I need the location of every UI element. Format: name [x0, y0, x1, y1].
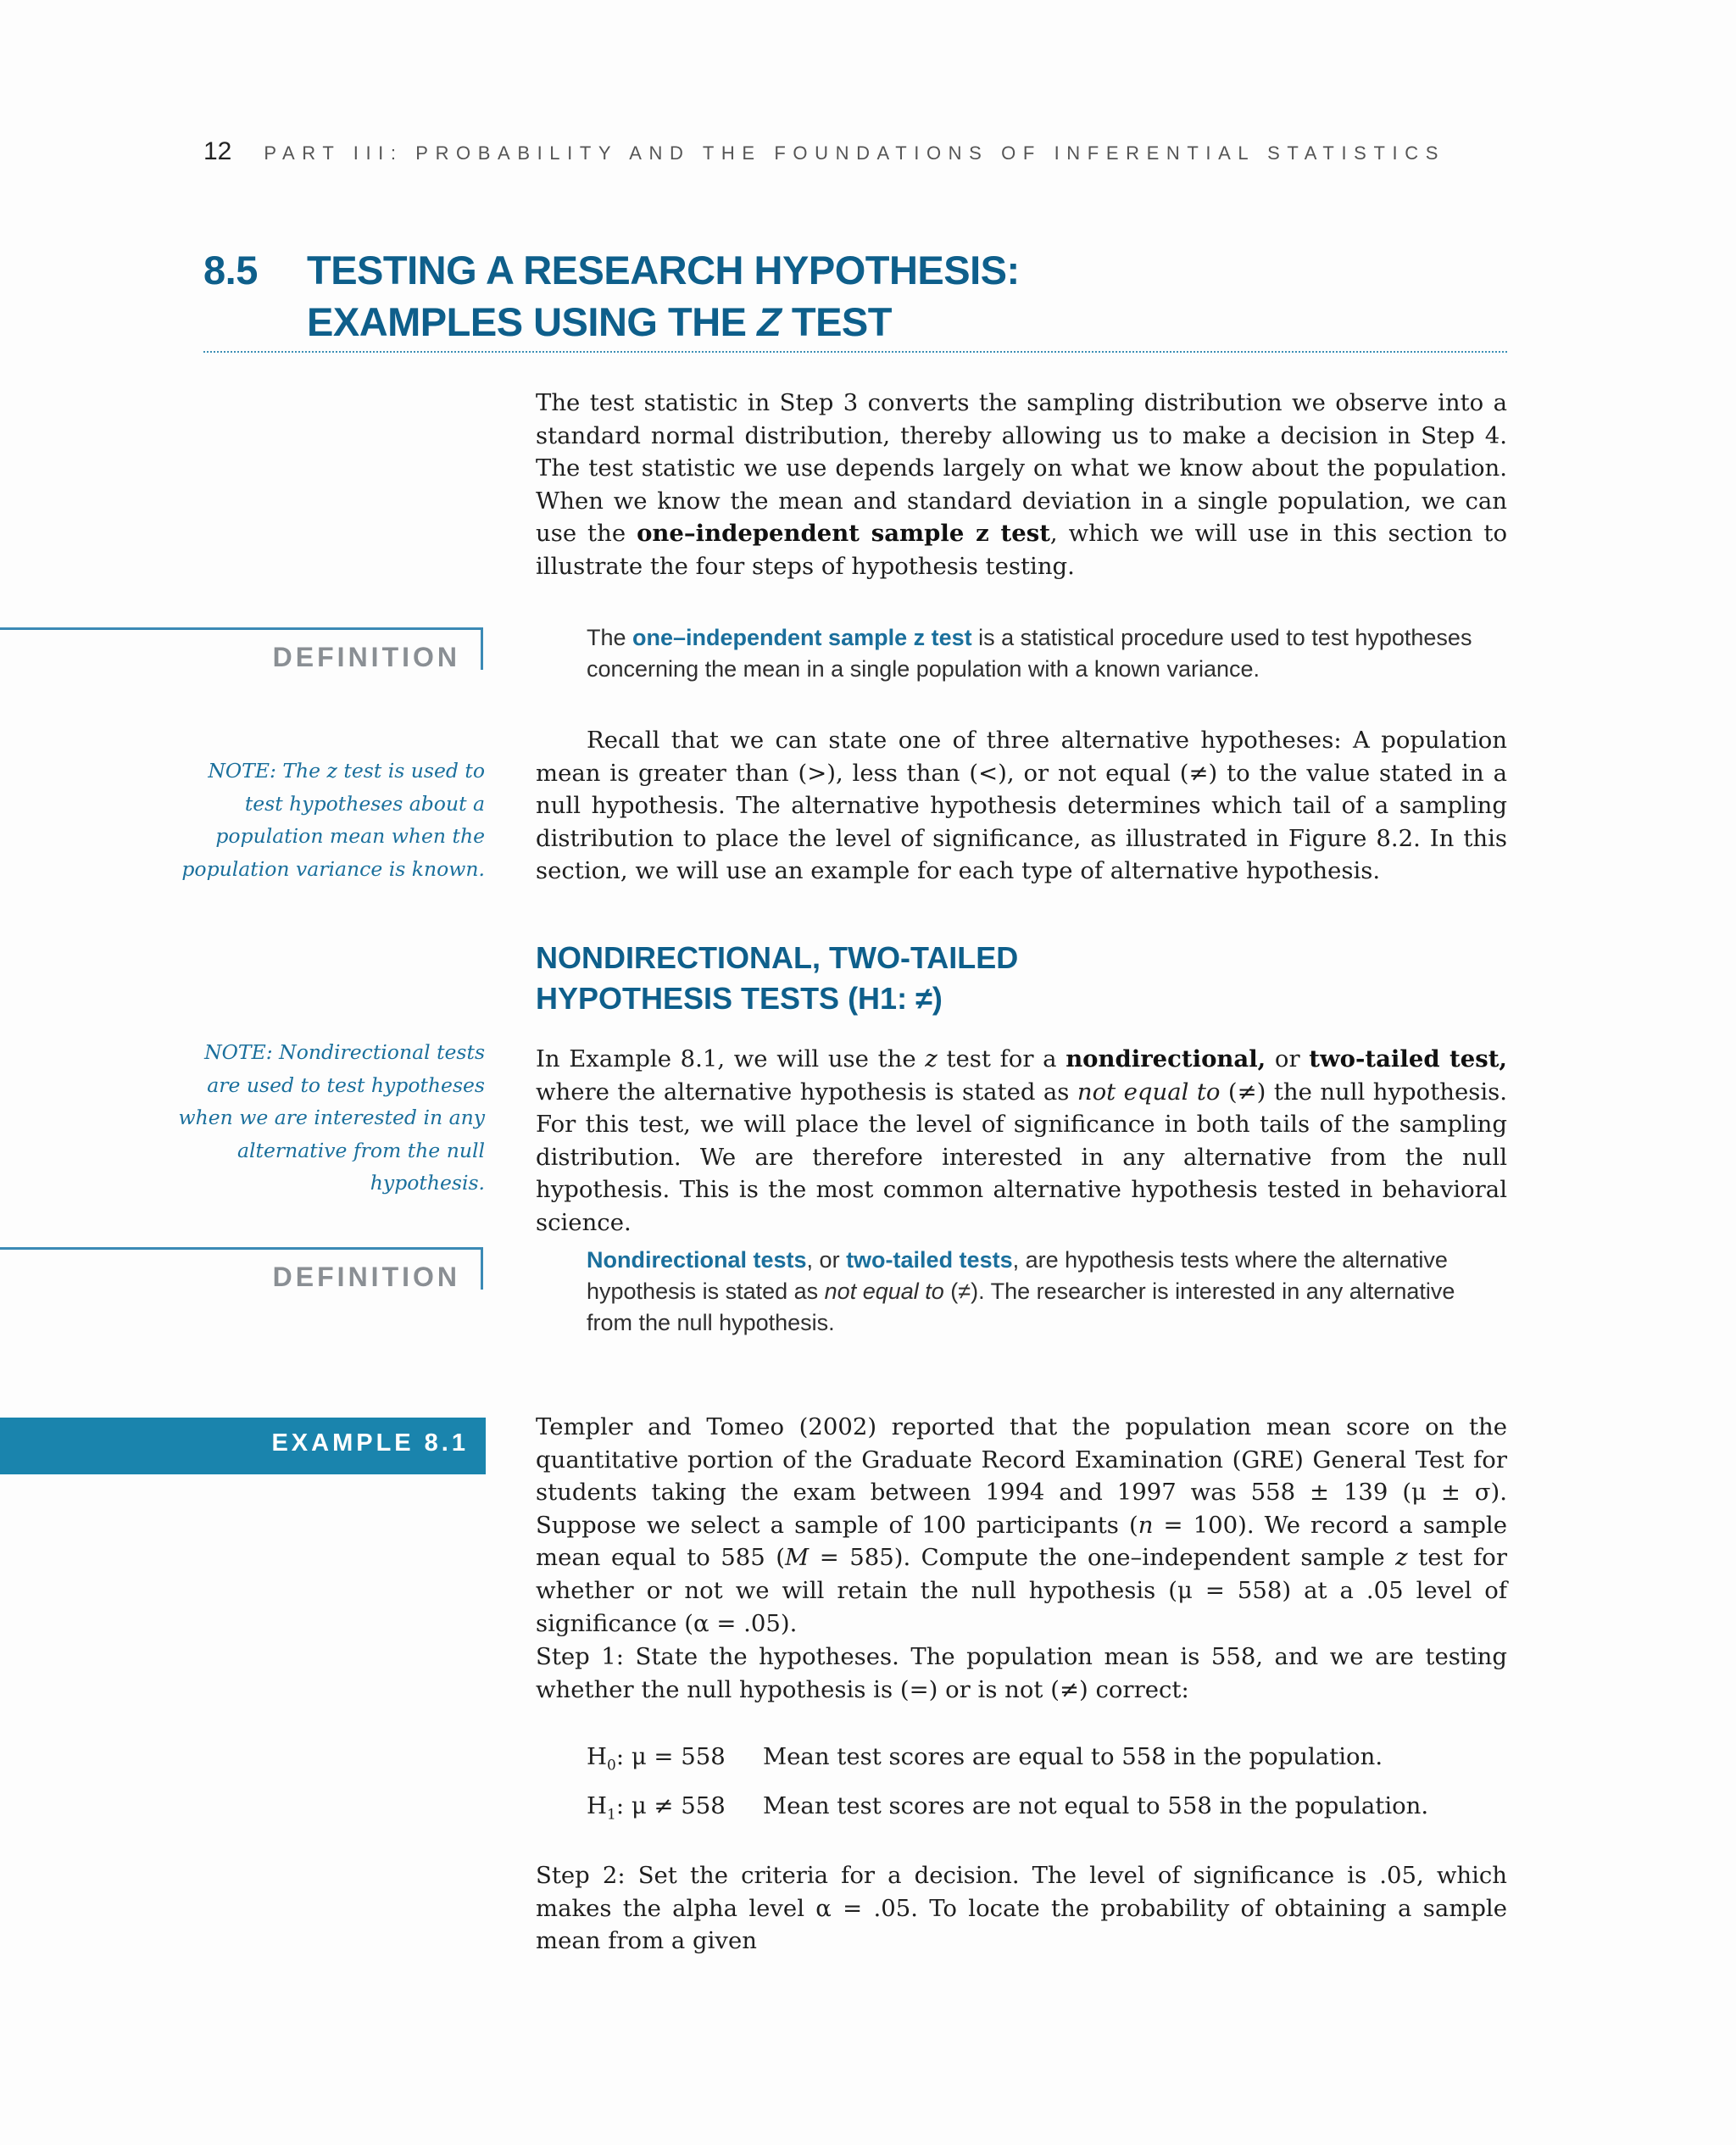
definition-text: Nondirectional tests, or two-tailed tests, are hypothesis tests where the alternative hypothesis is stated as not equal to (≠). The researcher is interested in any alternative from the null hypothesis. [587, 1247, 1455, 1335]
step1-paragraph: Step 1: State the hypotheses. The population mean is 558, and we are testing whether the null hypothesis is (=) or is not (≠) correct: [536, 1643, 1507, 1703]
definition-label: DEFINITION [272, 1262, 460, 1292]
running-head [203, 137, 1509, 171]
definition-tab [0, 627, 483, 670]
step2-paragraph: Step 2: Set the criteria for a decision. The level of significance is .05, which makes the alpha level α = .05. To locate the probability of obtaining a sample mean from a given [536, 1862, 1507, 1955]
null-hypothesis: $H_0$: μ = 558 [587, 1743, 726, 1774]
alternative-hypothesis: $H_1$: μ ≠ 558 [587, 1792, 726, 1824]
example-paragraph: Templer and Tomeo (2002) reported that the population mean score on the quantitative portion of the Graduate Record Examination (GRE) General Test for students taking the exam between 1994 and 1997 was 558 ± 139 (μ ± σ). Suppose we select a sample of 100 participants (n = 100). We record a sample mean equal to 585 (M = 585). Compute the one–independent sample z test for whether or not we will retain the null hypothesis (μ = 558) at a .05 level of significance (α = .05). [536, 1413, 1508, 1637]
page-number: 12 [203, 137, 232, 165]
definition-text: The one–independent sample z test is a statistical procedure used to test hypotheses concerning the mean in a single population with a known variance. [587, 625, 1472, 682]
margin-note: NOTE: The z test is used to test hypotheses about a population mean when the population variance is known. [181, 759, 485, 881]
section-title-line2: EXAMPLES USING THE Z TEST [307, 299, 892, 344]
margin-note: NOTE: Nondirectional tests are used to test hypotheses when we are interested in any alternative from the null hypothesis. [178, 1040, 485, 1195]
subheading-line1: NONDIRECTIONAL, TWO-TAILED [536, 940, 1019, 975]
example-banner [0, 1418, 486, 1474]
paragraph-alternatives: Recall that we can state one of three alternative hypotheses: A population mean is greater than (>), less than (<), or not equal (≠) to the value stated in a null hypothesis. The alternative hypothesis determines which tail of a sampling distribution to place the level of significance, as illustrated in Figure 8.2. In this section, we will use an example for each type of alternative hypothesis. [536, 727, 1507, 885]
bold-term: one–independent sample z test [637, 520, 1050, 548]
definition-label: DEFINITION [272, 642, 460, 672]
definition-term: one–independent sample z test [632, 625, 972, 650]
alternative-hypothesis-row [587, 1789, 1519, 1823]
null-hypothesis-description: Mean test scores are equal to 558 in the population. [763, 1743, 1383, 1770]
section-number: 8.5 [203, 248, 258, 292]
definition-tab [0, 1247, 483, 1290]
alternative-hypothesis-description: Mean test scores are not equal to 558 in the population. [763, 1792, 1429, 1819]
subheading [536, 938, 1299, 1019]
null-hypothesis-row [587, 1740, 1519, 1774]
section-title-line1: TESTING A RESEARCH HYPOTHESIS: [307, 248, 1020, 292]
heading-divider [203, 351, 1507, 353]
paragraph-nondirectional: In Example 8.1, we will use the z test for a nondirectional, or two-tailed test, where the alternative hypothesis is stated as not equal to (≠) the null hypothesis. For this test, we will place the level of significance in both tails of the sampling distribution. We are therefore interested in any alternative from the null hypothesis. This is the most common alternative hypothesis tested in behavioral science. [536, 1045, 1508, 1236]
intro-paragraph: The test statistic in Step 3 converts the sampling distribution we observe into a standard normal distribution, thereby allowing us to make a decision in Step 4. The test statistic we use depends largely on what we know about the population. When we know the mean and standard deviation in a single population, we can use the one–independent sample z test, which we will use in this section to illustrate the four steps of hypothesis testing. [536, 389, 1507, 580]
example-label: EXAMPLE 8.1 [271, 1429, 469, 1457]
running-title: PART III: PROBABILITY AND THE FOUNDATIONS OF INFERENTIAL STATISTICS [264, 142, 1445, 164]
subheading-line2: HYPOTHESIS TESTS (H1: ≠) [536, 981, 943, 1016]
